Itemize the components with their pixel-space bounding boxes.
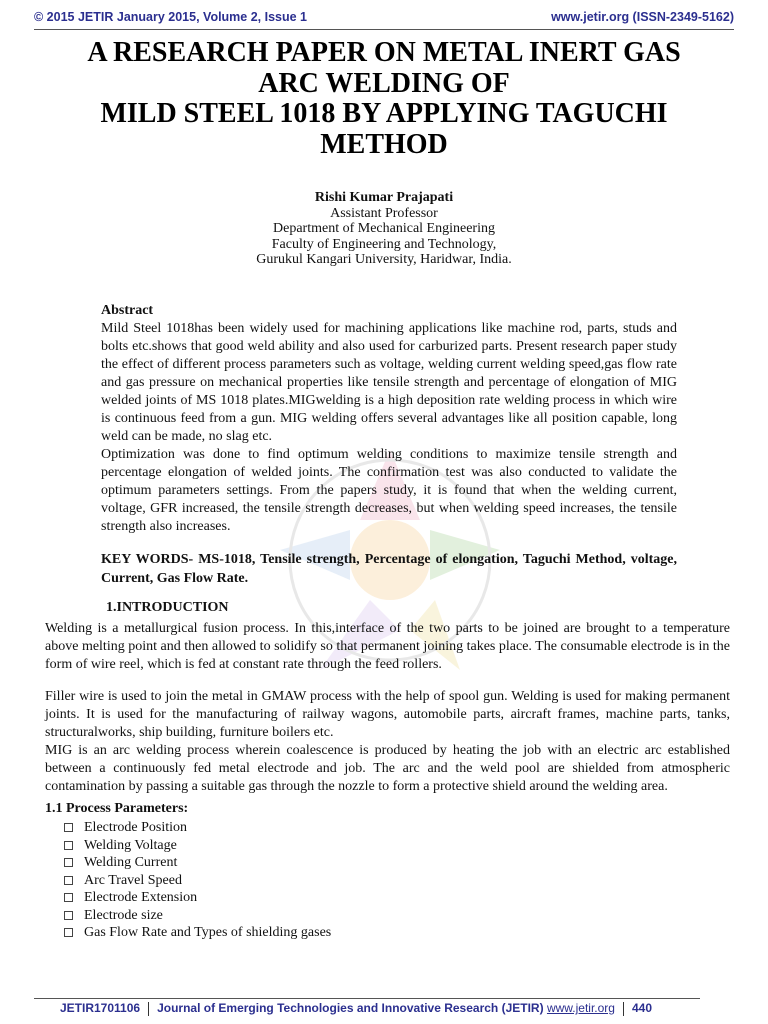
process-parameters-list — [64, 819, 331, 942]
list-item — [64, 854, 331, 872]
author-university: Gurukul Kangari University, Haridwar, India. — [256, 252, 512, 267]
checkbox-icon — [64, 858, 73, 867]
author-position: Assistant Professor — [330, 205, 438, 221]
list-item-label: Arc Travel Speed — [84, 872, 182, 888]
footer-rule — [34, 998, 700, 999]
list-item-label: Electrode Position — [84, 820, 188, 835]
author-department: Department of Mechanical Engineering — [273, 221, 495, 236]
paper-title — [40, 38, 728, 160]
checkbox-icon — [64, 876, 73, 885]
footer-url-link[interactable]: www.jetir.org — [546, 1001, 615, 1015]
checkbox-icon — [64, 911, 73, 920]
checkbox-icon — [64, 928, 73, 937]
footer-paper-id: JETIR1701106 — [60, 1001, 141, 1015]
list-item-label: Electrode Extension — [84, 890, 198, 905]
author-name: Rishi Kumar Prajapati — [314, 190, 454, 205]
process-parameters-heading: 1.1 Process Parameters: — [45, 801, 189, 816]
checkbox-icon — [64, 823, 73, 832]
page-number: 440 — [631, 1001, 652, 1015]
introduction-heading: 1.INTRODUCTION — [106, 600, 229, 615]
header-left: © 2015 JETIR January 2015, Volume 2, Issue 1 — [34, 10, 308, 24]
list-item — [64, 907, 331, 925]
list-item-label: Electrode size — [84, 907, 163, 923]
checkbox-icon — [64, 841, 73, 850]
abstract-paragraph: Optimization was done to find optimum welding conditions to maximize tensile strength and percentage elongation of welded joints. The confirmation test was also conducted to validate the optimum parameters settings. From the papers study, it is found that when the welding current, voltage, GFR increased, the tensile strength decreases, but when welding speed increases, the tensile strength also increases. — [101, 447, 677, 534]
author-block — [0, 190, 768, 268]
abstract-heading: Abstract — [101, 303, 154, 318]
author-faculty: Faculty of Engineering and Technology, — [271, 236, 497, 252]
list-item — [64, 924, 331, 942]
list-item — [64, 889, 331, 907]
footer — [60, 1001, 652, 1016]
footer-journal: Journal of Emerging Technologies and Innovative Research (JETIR) — [157, 1001, 544, 1015]
introduction-paragraph: Filler wire is used to join the metal in GMAW process with the help of spool gun. Welding is used for making permanent joints. It is used for the manufacturing of railway wagons, automobile parts, aircraft frames, machine parts, tanks, structuralworks, ship building, furniture boilers etc. — [45, 689, 730, 740]
introduction-body — [45, 620, 730, 796]
abstract-paragraph: Mild Steel 1018has been widely used for machining applications like machine rod, parts, studs and bolts etc.shows that good weld ability and also used for carburized parts. Present research paper study the effect of different process parameters such as voltage, welding current welding speed,gas flow rate and gas pressure on mechanical properties like tensile strength and percentage of elongation of MIG welded joints of MS 1018 plates.MIGwelding is a high deposition rate welding process in which wire is continuous feed from a gun. MIG welding offers several advantages like all position capable, long weld can be made, no slag etc. — [101, 321, 677, 444]
footer-separator — [148, 1002, 149, 1016]
title-line: A RESEARCH PAPER ON METAL INERT GAS — [87, 37, 681, 68]
footer-separator — [623, 1002, 624, 1016]
list-item — [64, 837, 331, 855]
title-line: ARC WELDING OF — [258, 67, 510, 99]
header-right: www.jetir.org (ISSN-2349-5162) — [551, 10, 734, 24]
list-item-label: Welding Voltage — [84, 837, 177, 853]
list-item — [64, 872, 331, 890]
header-rule — [34, 29, 734, 30]
title-line: MILD STEEL 1018 BY APPLYING TAGUCHI — [100, 98, 668, 129]
list-item-label: Gas Flow Rate and Types of shielding gases — [84, 925, 332, 940]
list-item-label: Welding Current — [84, 855, 178, 870]
introduction-paragraph: MIG is an arc welding process wherein coalescence is produced by heating the job with an electric arc established between a continuously fed metal electrode and job. The arc and the weld pool are shielded from atmospheric contamination by passing a suitable gas through the nozzle to form a protective shield around the welding area. — [45, 743, 730, 794]
title-line: METHOD — [320, 128, 448, 160]
introduction-paragraph: Welding is a metallurgical fusion process. In this,interface of the two parts to be joined are brought to a temperature above melting point and then allowed to solidify so that permanent joining takes place. The consumable electrode is in the form of wire reel, which is fed at constant rate through the feed rollers. — [45, 621, 730, 672]
keywords: KEY WORDS- MS-1018, Tensile strength, Percentage of elongation, Taguchi Method, voltage, Current, Gas Flow Rate. — [101, 552, 677, 586]
abstract-body — [101, 320, 677, 536]
list-item — [64, 819, 331, 837]
checkbox-icon — [64, 893, 73, 902]
